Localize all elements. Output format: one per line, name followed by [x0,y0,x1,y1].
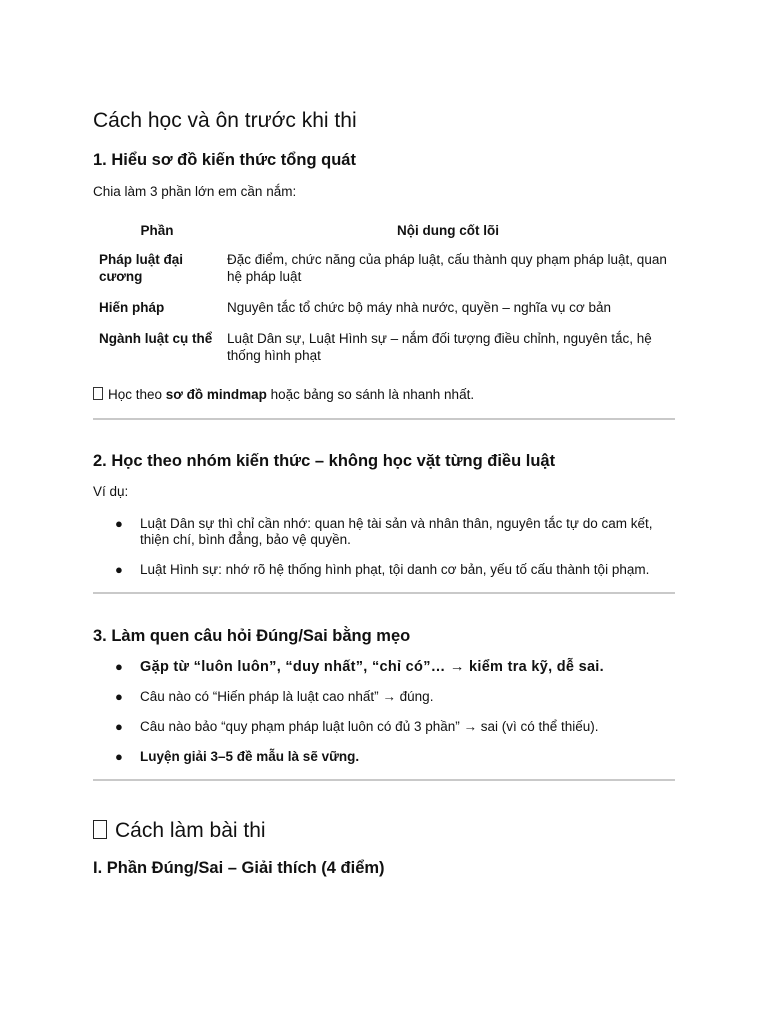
tip-bold: sơ đồ mindmap [165,387,267,402]
page-title: Cách học và ôn trước khi thi [93,109,357,132]
section-divider [93,418,675,420]
missing-glyph-icon [93,820,107,839]
table-header-cell: Nội dung cốt lõi [397,223,499,238]
bullet-icon: ● [115,719,123,734]
knowledge-table [93,217,675,371]
section-1-heading: 1. Hiểu sơ đồ kiến thức tổng quát [93,151,356,169]
section-2-heading: 2. Học theo nhóm kiến thức – không học vặt từng điều luật [93,452,556,470]
list-item [93,516,675,548]
section-4-heading [93,816,675,846]
list-item-text: Luật Dân sự thì chỉ cần nhớ: quan hệ tài sản và nhân thân, nguyên tắc tự do cam kết, thiện chí, bình đẳng, bảo vệ quyền. [140,516,653,547]
section-3-list [93,659,675,765]
table-header-row [93,217,675,244]
section-4-heading-text: Cách làm bài thi [115,819,266,842]
missing-glyph-icon [93,387,103,400]
table-cell-content: Đặc điểm, chức năng của pháp luật, cấu thành quy phạm pháp luật, quan hệ pháp luật [227,252,667,284]
bullet-icon: ● [115,659,124,674]
table-cell-part: Ngành luật cụ thể [99,331,213,346]
table-cell-part: Hiến pháp [99,300,165,315]
section-divider [93,592,675,594]
table-cell-content: Nguyên tắc tổ chức bộ máy nhà nước, quyền – nghĩa vụ cơ bản [227,300,612,315]
list-item [93,659,675,675]
table-cell-part: Pháp luật đại cương [99,252,184,284]
bullet-icon: ● [115,689,123,704]
list-item [93,719,675,735]
list-item-text: Luyện giải 3–5 đề mẫu là sẽ vững. [140,749,360,764]
tip-prefix: Học theo [108,387,166,402]
bullet-icon: ● [115,516,123,531]
table-row [93,292,675,323]
table-header-cell: Phần [140,223,174,238]
section-2-list [93,516,675,578]
document-content [93,106,675,880]
table-cell-content: Luật Dân sự, Luật Hình sự – nắm đối tượng điều chỉnh, nguyên tắc, hệ thống hình phạt [227,331,652,363]
table-row [93,244,675,292]
list-item-text: Luật Hình sự: nhớ rõ hệ thống hình phạt, tội danh cơ bản, yếu tố cấu thành tội phạm. [140,562,650,577]
list-item-text: Câu nào có “Hiến pháp là luật cao nhất” → đúng. [140,689,434,704]
list-item [93,562,675,578]
bullet-icon: ● [115,562,123,577]
section-1-intro: Chia làm 3 phần lớn em cần nắm: [93,184,297,199]
list-item [93,689,675,705]
list-item-text: Câu nào bảo “quy phạm pháp luật luôn có đủ 3 phần” → sai (vì có thể thiếu). [140,719,599,734]
section-3-heading: 3. Làm quen câu hỏi Đúng/Sai bằng mẹo [93,627,411,645]
list-item-text: Gặp từ “luôn luôn”, “duy nhất”, “chỉ có”… → kiểm tra kỹ, dễ sai. [140,659,604,675]
table-row [93,323,675,371]
example-label: Ví dụ: [93,484,129,499]
section-4-subheading: I. Phần Đúng/Sai – Giải thích (4 điểm) [93,859,385,877]
study-tip [93,386,675,404]
bullet-icon: ● [115,749,123,764]
section-divider [93,779,675,781]
list-item [93,749,675,765]
tip-suffix: hoặc bảng so sánh là nhanh nhất. [266,387,475,402]
